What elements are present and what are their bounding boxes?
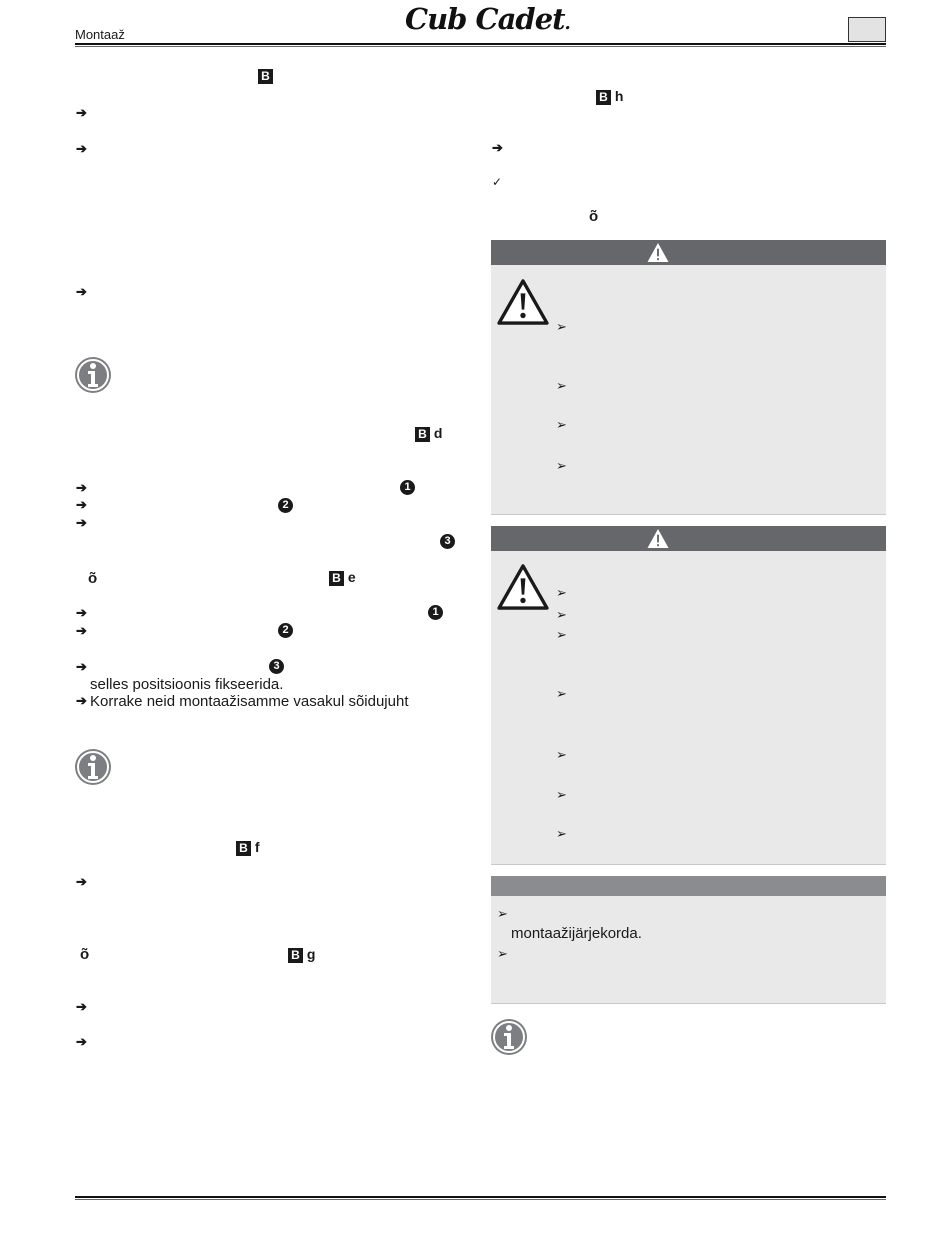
header-rule (75, 43, 886, 45)
check-arrow-icon: ➢ (556, 607, 567, 622)
check-arrow-icon: ➢ (497, 946, 508, 961)
step-arrow: ➔ (76, 284, 87, 299)
warning-triangle-icon (497, 279, 549, 325)
warning-icon-small (646, 242, 670, 263)
figure-b-badge: B (258, 69, 273, 84)
step-arrow: ➔ (76, 605, 87, 620)
figure-letter-g: g (306, 946, 316, 962)
callout-3-icon: 3 (440, 534, 455, 549)
figure-ref-b (258, 67, 273, 84)
callout-3-icon: 3 (269, 659, 284, 674)
step-arrow: ➔ (76, 141, 87, 156)
info-icon (74, 356, 112, 394)
step-text-fix-position: selles positsioonis fikseerida. (90, 676, 284, 693)
warning-box (491, 240, 886, 515)
step-arrow: ➔ (76, 999, 87, 1014)
brand-logo-text: Cub Cadet (405, 2, 565, 36)
step-arrow: ➔ (76, 1034, 87, 1049)
figure-ref-b-e (329, 569, 356, 586)
info-icon (74, 748, 112, 786)
figure-b-badge: B (596, 90, 611, 105)
note-text-assembly-order: montaažijärjekorda. (511, 925, 642, 942)
step-arrow: ➔ (76, 874, 87, 889)
figure-ref-b-h (596, 88, 623, 105)
callout-1-icon: 1 (428, 605, 443, 620)
figure-letter-f: f (254, 839, 260, 855)
figure-ref-b-g (288, 946, 315, 963)
figure-b-badge: B (236, 841, 251, 856)
callout-2-icon: 2 (278, 623, 293, 638)
check-arrow-icon: ➢ (556, 826, 567, 841)
page-number-box (848, 17, 886, 42)
figure-b-badge: B (329, 571, 344, 586)
figure-letter-h: h (614, 88, 624, 104)
step-arrow: ➔ (76, 497, 87, 512)
o-tilde-letter: õ (88, 570, 98, 587)
note-box (491, 876, 886, 1004)
warning-box (491, 526, 886, 865)
figure-b-badge: B (415, 427, 430, 442)
step-arrow: ➔ (76, 693, 87, 708)
warning-header (491, 526, 886, 551)
figure-letter-e: e (347, 569, 356, 585)
step-arrow: ➔ (76, 105, 87, 120)
checkmark-icon: ✓ (492, 175, 503, 189)
step-arrow: ➔ (76, 659, 87, 674)
footer-rule-thin (75, 1199, 886, 1200)
check-arrow-icon: ➢ (556, 319, 567, 334)
check-arrow-icon: ➢ (556, 378, 567, 393)
section-label: Montaaž (75, 27, 125, 42)
check-arrow-icon: ➢ (556, 627, 567, 642)
warning-header (491, 240, 886, 265)
callout-1-icon: 1 (400, 480, 415, 495)
step-arrow: ➔ (76, 480, 87, 495)
figure-ref-b-d (415, 425, 442, 442)
o-tilde-letter: õ (80, 946, 90, 963)
note-header (491, 876, 886, 896)
check-arrow-icon: ➢ (556, 686, 567, 701)
check-arrow-icon: ➢ (497, 906, 508, 921)
callout-2-icon: 2 (278, 498, 293, 513)
o-tilde-letter: õ (589, 208, 599, 225)
warning-triangle-icon (497, 564, 549, 610)
warning-icon-small (646, 528, 670, 549)
check-arrow-icon: ➢ (556, 747, 567, 762)
check-arrow-icon: ➢ (556, 417, 567, 432)
step-arrow: ➔ (76, 623, 87, 638)
step-arrow: ➔ (492, 140, 503, 155)
footer-rule (75, 1196, 886, 1198)
step-text-repeat-left: Korrake neid montaažisamme vasakul sõidujuht (90, 693, 409, 710)
brand-logo (405, 2, 570, 36)
figure-ref-b-f (236, 839, 260, 856)
header-rule-thin (75, 46, 886, 47)
check-arrow-icon: ➢ (556, 787, 567, 802)
step-arrow: ➔ (76, 515, 87, 530)
brand-logo-mark: . (564, 13, 570, 34)
check-arrow-icon: ➢ (556, 458, 567, 473)
figure-letter-d: d (433, 425, 443, 441)
check-arrow-icon: ➢ (556, 585, 567, 600)
figure-b-badge: B (288, 948, 303, 963)
info-icon (490, 1018, 528, 1056)
